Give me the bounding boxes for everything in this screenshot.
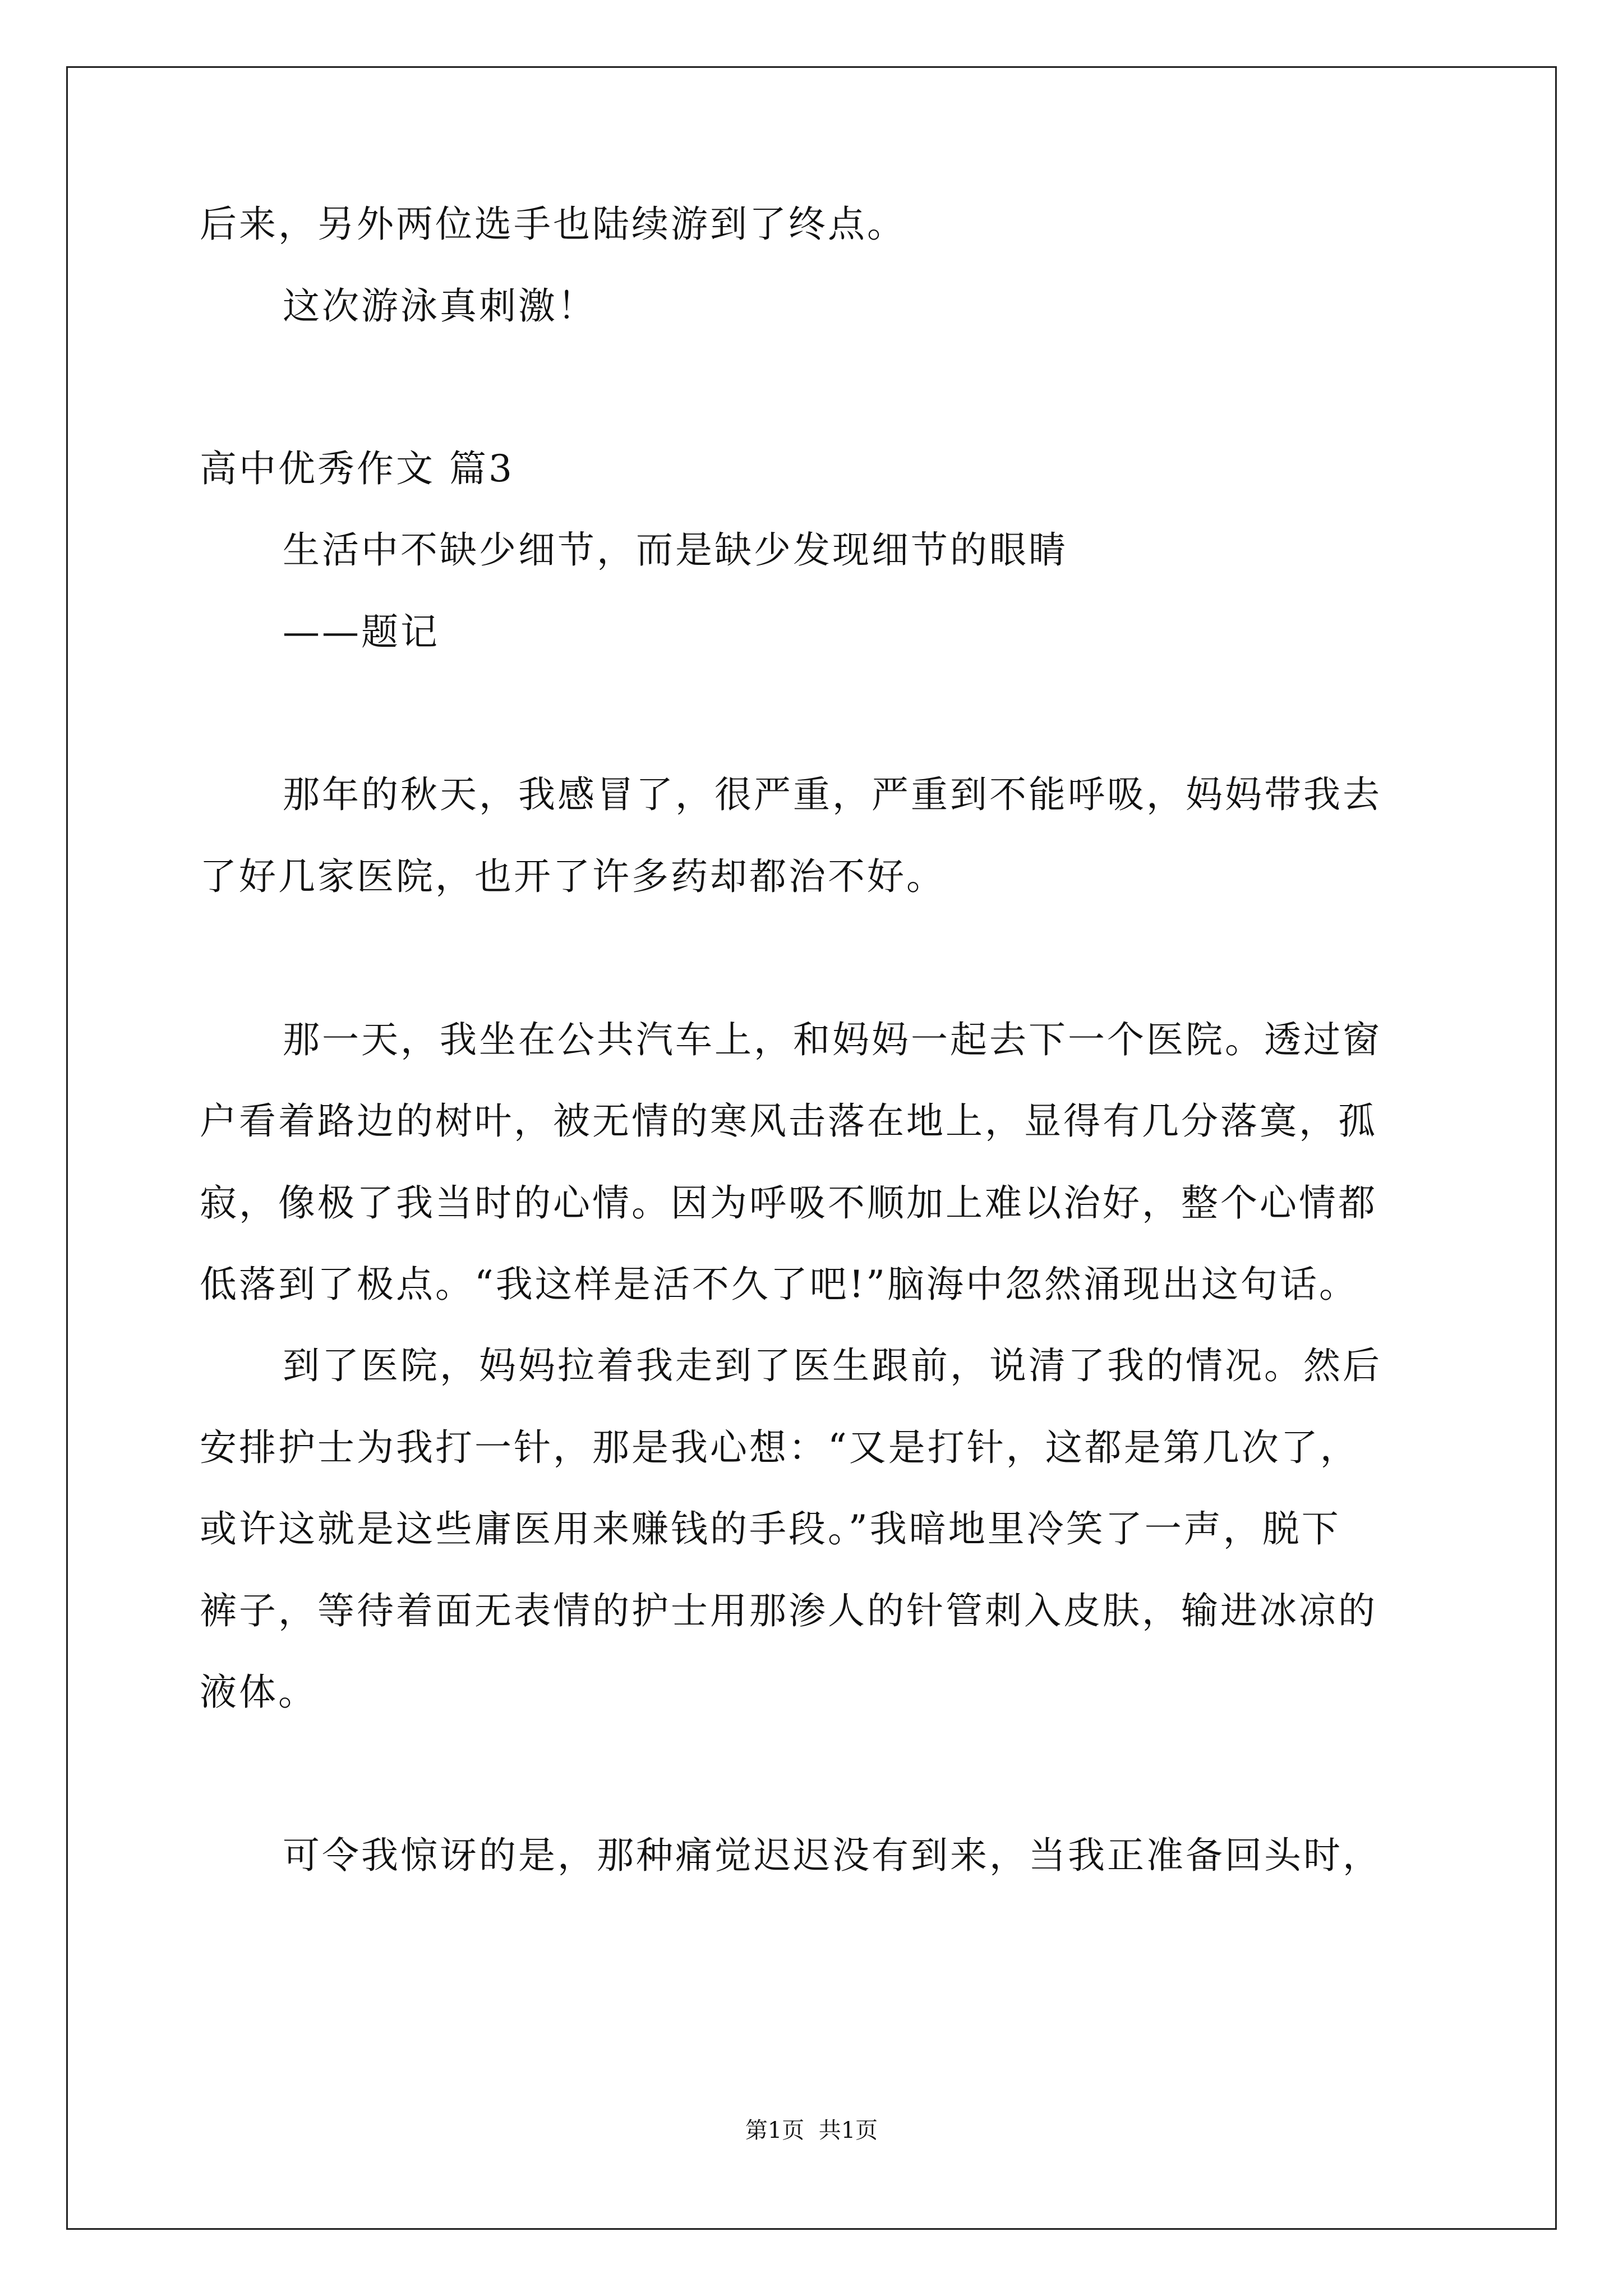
text-line: 或许这就是这些庸医用来赚钱的手段。”我暗地里冷笑了一声，脱下 (200, 1507, 1341, 1550)
text-line: 那一天，我坐在公共汽车上，和妈妈一起去下一个医院。透过窗 (283, 1018, 1382, 1061)
page-border (66, 66, 1557, 2230)
page-footer: 第1页 共1页 (745, 2118, 878, 2143)
text-line: 液体。 (200, 1671, 317, 1714)
text-line: 生活中不缺少细节，而是缺少发现细节的眼睛 (283, 528, 1068, 572)
text-line: ——题记 (283, 610, 440, 654)
section-heading: 高中优秀作文 篇3 (200, 447, 514, 490)
text-line: 寂，像极了我当时的心情。因为呼吸不顺加上难以治好，整个心情都 (200, 1181, 1377, 1225)
text-line: 安排护士为我打一针，那是我心想：“又是打针，这都是第几次了， (200, 1426, 1359, 1469)
text-line: 那年的秋天，我感冒了，很严重，严重到不能呼吸，妈妈带我去 (283, 773, 1382, 816)
text-line: 可令我惊讶的是，那种痛觉迟迟没有到来，当我正准备回头时， (283, 1834, 1382, 1877)
text-line: 到了医院，妈妈拉着我走到了医生跟前，说清了我的情况。然后 (283, 1344, 1382, 1387)
text-line: 后来，另外两位选手也陆续游到了终点。 (200, 203, 906, 246)
text-line: 这次游泳真刺激！ (283, 284, 597, 328)
text-line: 了好几家医院，也开了许多药却都治不好。 (200, 855, 946, 898)
text-line: 低落到了极点。“我这样是活不久了吧!”脑海中忽然涌现出这句话。 (200, 1263, 1359, 1306)
text-line: 裤子，等待着面无表情的护士用那渗人的针管刺入皮肤，输进冰凉的 (200, 1589, 1377, 1632)
text-line: 户看着路边的树叶，被无情的寒风击落在地上，显得有几分落寞，孤 (200, 1099, 1377, 1143)
